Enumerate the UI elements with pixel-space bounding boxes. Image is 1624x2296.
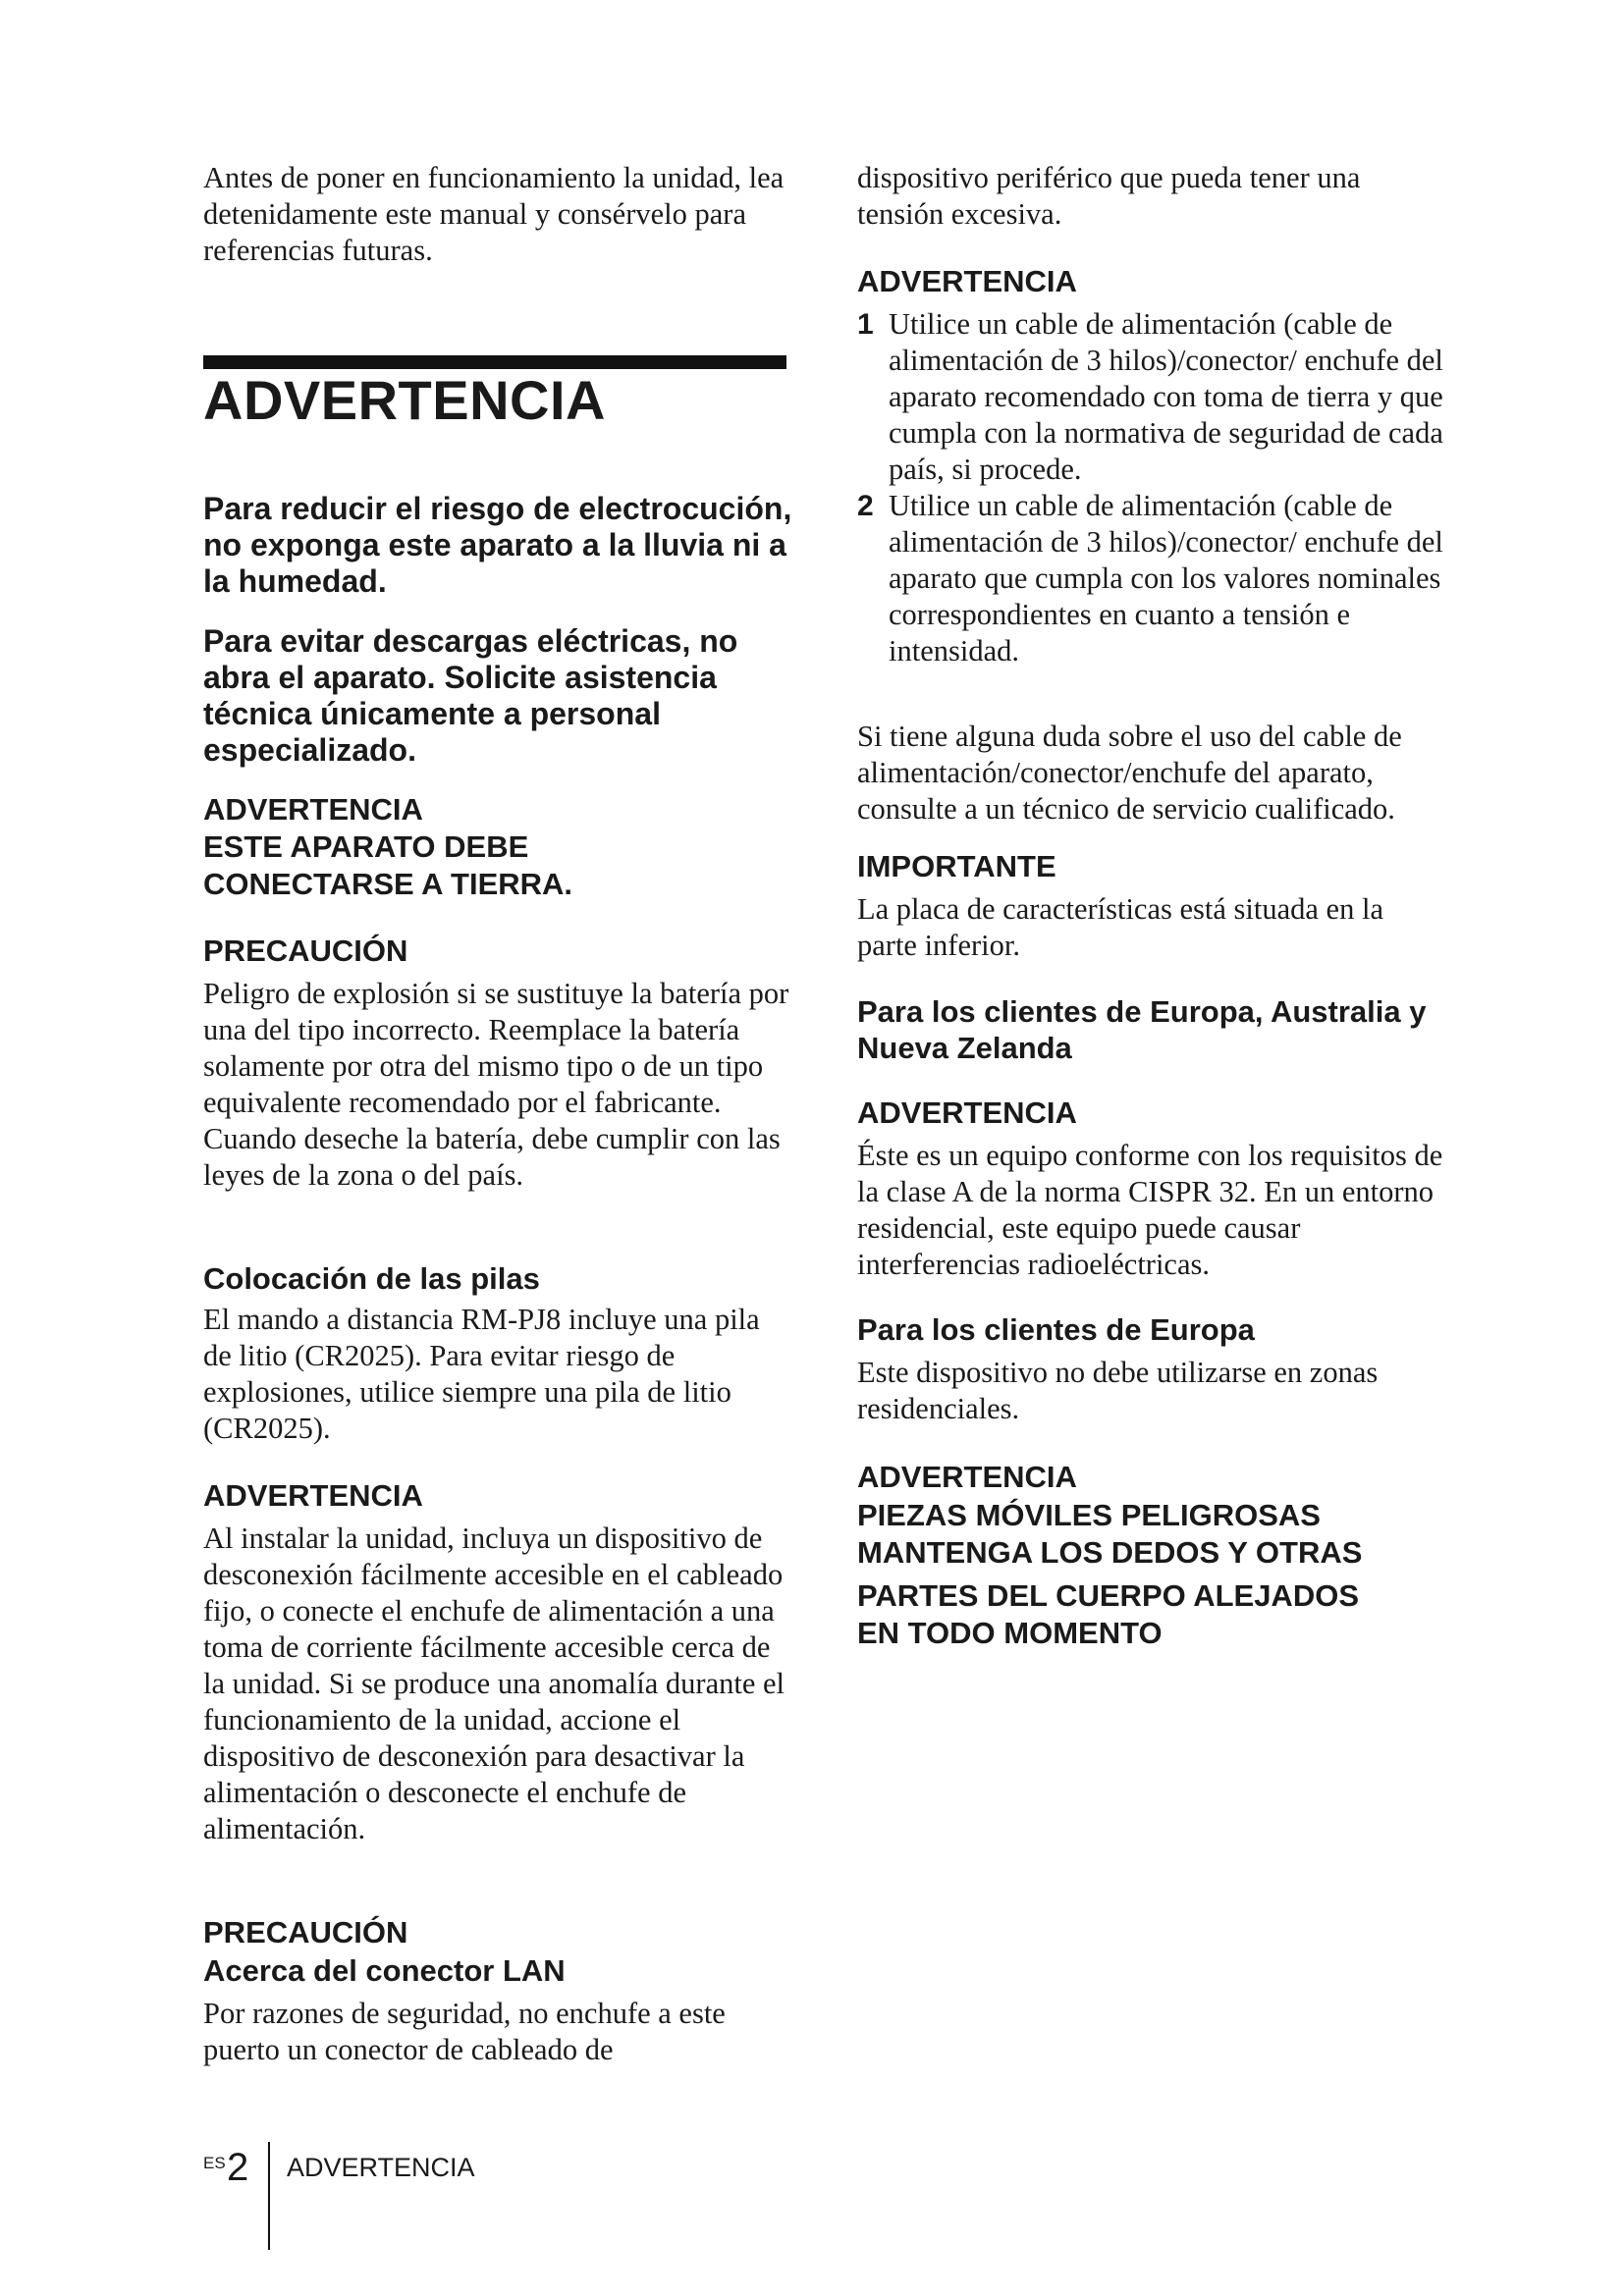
precaution-heading: PRECAUCIÓN — [203, 934, 408, 968]
warning-electrocution: Para reducir el riesgo de electrocución, no exponga este aparato a la lluvia ni a la humedad. — [203, 491, 792, 599]
ground-line-2: CONECTARSE A TIERRA. — [203, 867, 573, 901]
list-item-text: Utilice un cable de alimentación (cable de alimentación de 3 hilos)/conector/ enchufe del aparato recomendado con toma de tierra y que cumpla con la normativa de seguridad de cada país, si procede. — [889, 307, 1443, 486]
moving-parts-line-1: PIEZAS MÓVILES PELIGROSAS — [857, 1498, 1321, 1532]
precaution-battery-text: Peligro de explosión si se sustituye la batería por una del tipo incorrecto. Reemplace la batería solamente por otra del mismo tipo o de un tipo equivalente recomendado por el fabricante. Cuando deseche la batería, debe cumplir con las leyes de la zona o del país. — [203, 977, 789, 1192]
batteries-text: El mando a distancia RM-PJ8 incluye una pila de litio (CR2025). Para evitar riesgo de explosiones, utilice siempre una pila de litio (CR2025). — [203, 1303, 760, 1445]
disconnect-warning-heading: ADVERTENCIA — [203, 1478, 423, 1513]
eu-heading: Para los clientes de Europa — [857, 1312, 1255, 1347]
page-title: ADVERTENCIA — [203, 369, 606, 431]
ground-line-1: ESTE APARATO DEBE — [203, 829, 529, 864]
continued-text: dispositivo periférico que pueda tener una tensión excesiva. — [857, 161, 1361, 231]
cable-note-text: Si tiene alguna duda sobre el uso del cable de alimentación/conector/enchufe del aparato, consulte a un técnico de servicio cualificado. — [857, 720, 1402, 826]
moving-parts-line-3: PARTES DEL CUERPO ALEJADOS — [857, 1578, 1360, 1613]
eu-au-nz-heading: Para los clientes de Europa, Australia y Nueva Zelanda — [857, 994, 1427, 1065]
language-code: ES — [203, 2154, 226, 2172]
important-text: La placa de características está situada en la parte inferior. — [857, 892, 1383, 962]
lan-text: Por razones de seguridad, no enchufe a este puerto un conector de cableado de — [203, 1997, 726, 2066]
cable-warning-list — [857, 306, 1446, 669]
ground-heading: ADVERTENCIA — [203, 792, 423, 827]
list-item-number: 2 — [857, 490, 874, 522]
moving-parts-heading: ADVERTENCIA — [857, 1460, 1077, 1494]
batteries-heading: Colocación de las pilas — [203, 1261, 540, 1296]
list-item — [857, 306, 1446, 488]
list-item — [857, 488, 1446, 669]
title-rule — [203, 355, 786, 369]
eu-text: Este dispositivo no debe utilizarse en zonas residenciales. — [857, 1356, 1379, 1425]
intro-text: Antes de poner en funcionamiento la unidad, lea detenidamente este manual y consérvelo para referencias futuras. — [203, 161, 785, 267]
eu-au-nz-text: Éste es un equipo conforme con los requisitos de la clase A de la norma CISPR 32. En un entorno residencial, este equipo puede causar interferencias radioeléctricas. — [857, 1139, 1443, 1281]
moving-parts-line-4: EN TODO MOMENTO — [857, 1616, 1163, 1650]
moving-parts-line-2: MANTENGA LOS DEDOS Y OTRAS — [857, 1535, 1363, 1570]
list-item-number: 1 — [857, 308, 874, 341]
footer-divider — [268, 2142, 270, 2250]
important-heading: IMPORTANTE — [857, 849, 1056, 883]
list-item-text: Utilice un cable de alimentación (cable de alimentación de 3 hilos)/conector/ enchufe del aparato que cumpla con los valores nominales correspondientes en cuanto a tensión e intensidad. — [889, 489, 1443, 667]
lan-precaution-heading: PRECAUCIÓN — [203, 1915, 408, 1949]
footer-title: ADVERTENCIA — [287, 2153, 475, 2182]
lan-subheading: Acerca del conector LAN — [203, 1953, 566, 1988]
cable-warning-heading: ADVERTENCIA — [857, 264, 1077, 298]
eu-au-nz-warning-heading: ADVERTENCIA — [857, 1095, 1077, 1130]
warning-electric-shock: Para evitar descargas eléctricas, no abra el aparato. Solicite asistencia técnica únicamente a personal especializado. — [203, 623, 738, 768]
page-number: 2 — [227, 2146, 249, 2189]
disconnect-warning-text: Al instalar la unidad, incluya un dispositivo de desconexión fácilmente accesible en el cableado fijo, o conecte el enchufe de alimentación a una toma de corriente fácilmente accesible cerca de la unidad. Si se produce una anomalía durante el funcionamiento de la unidad, accione el dispositivo de desconexión para desactivar la alimentación o desconecte el enchufe de alimentación. — [203, 1522, 785, 1845]
